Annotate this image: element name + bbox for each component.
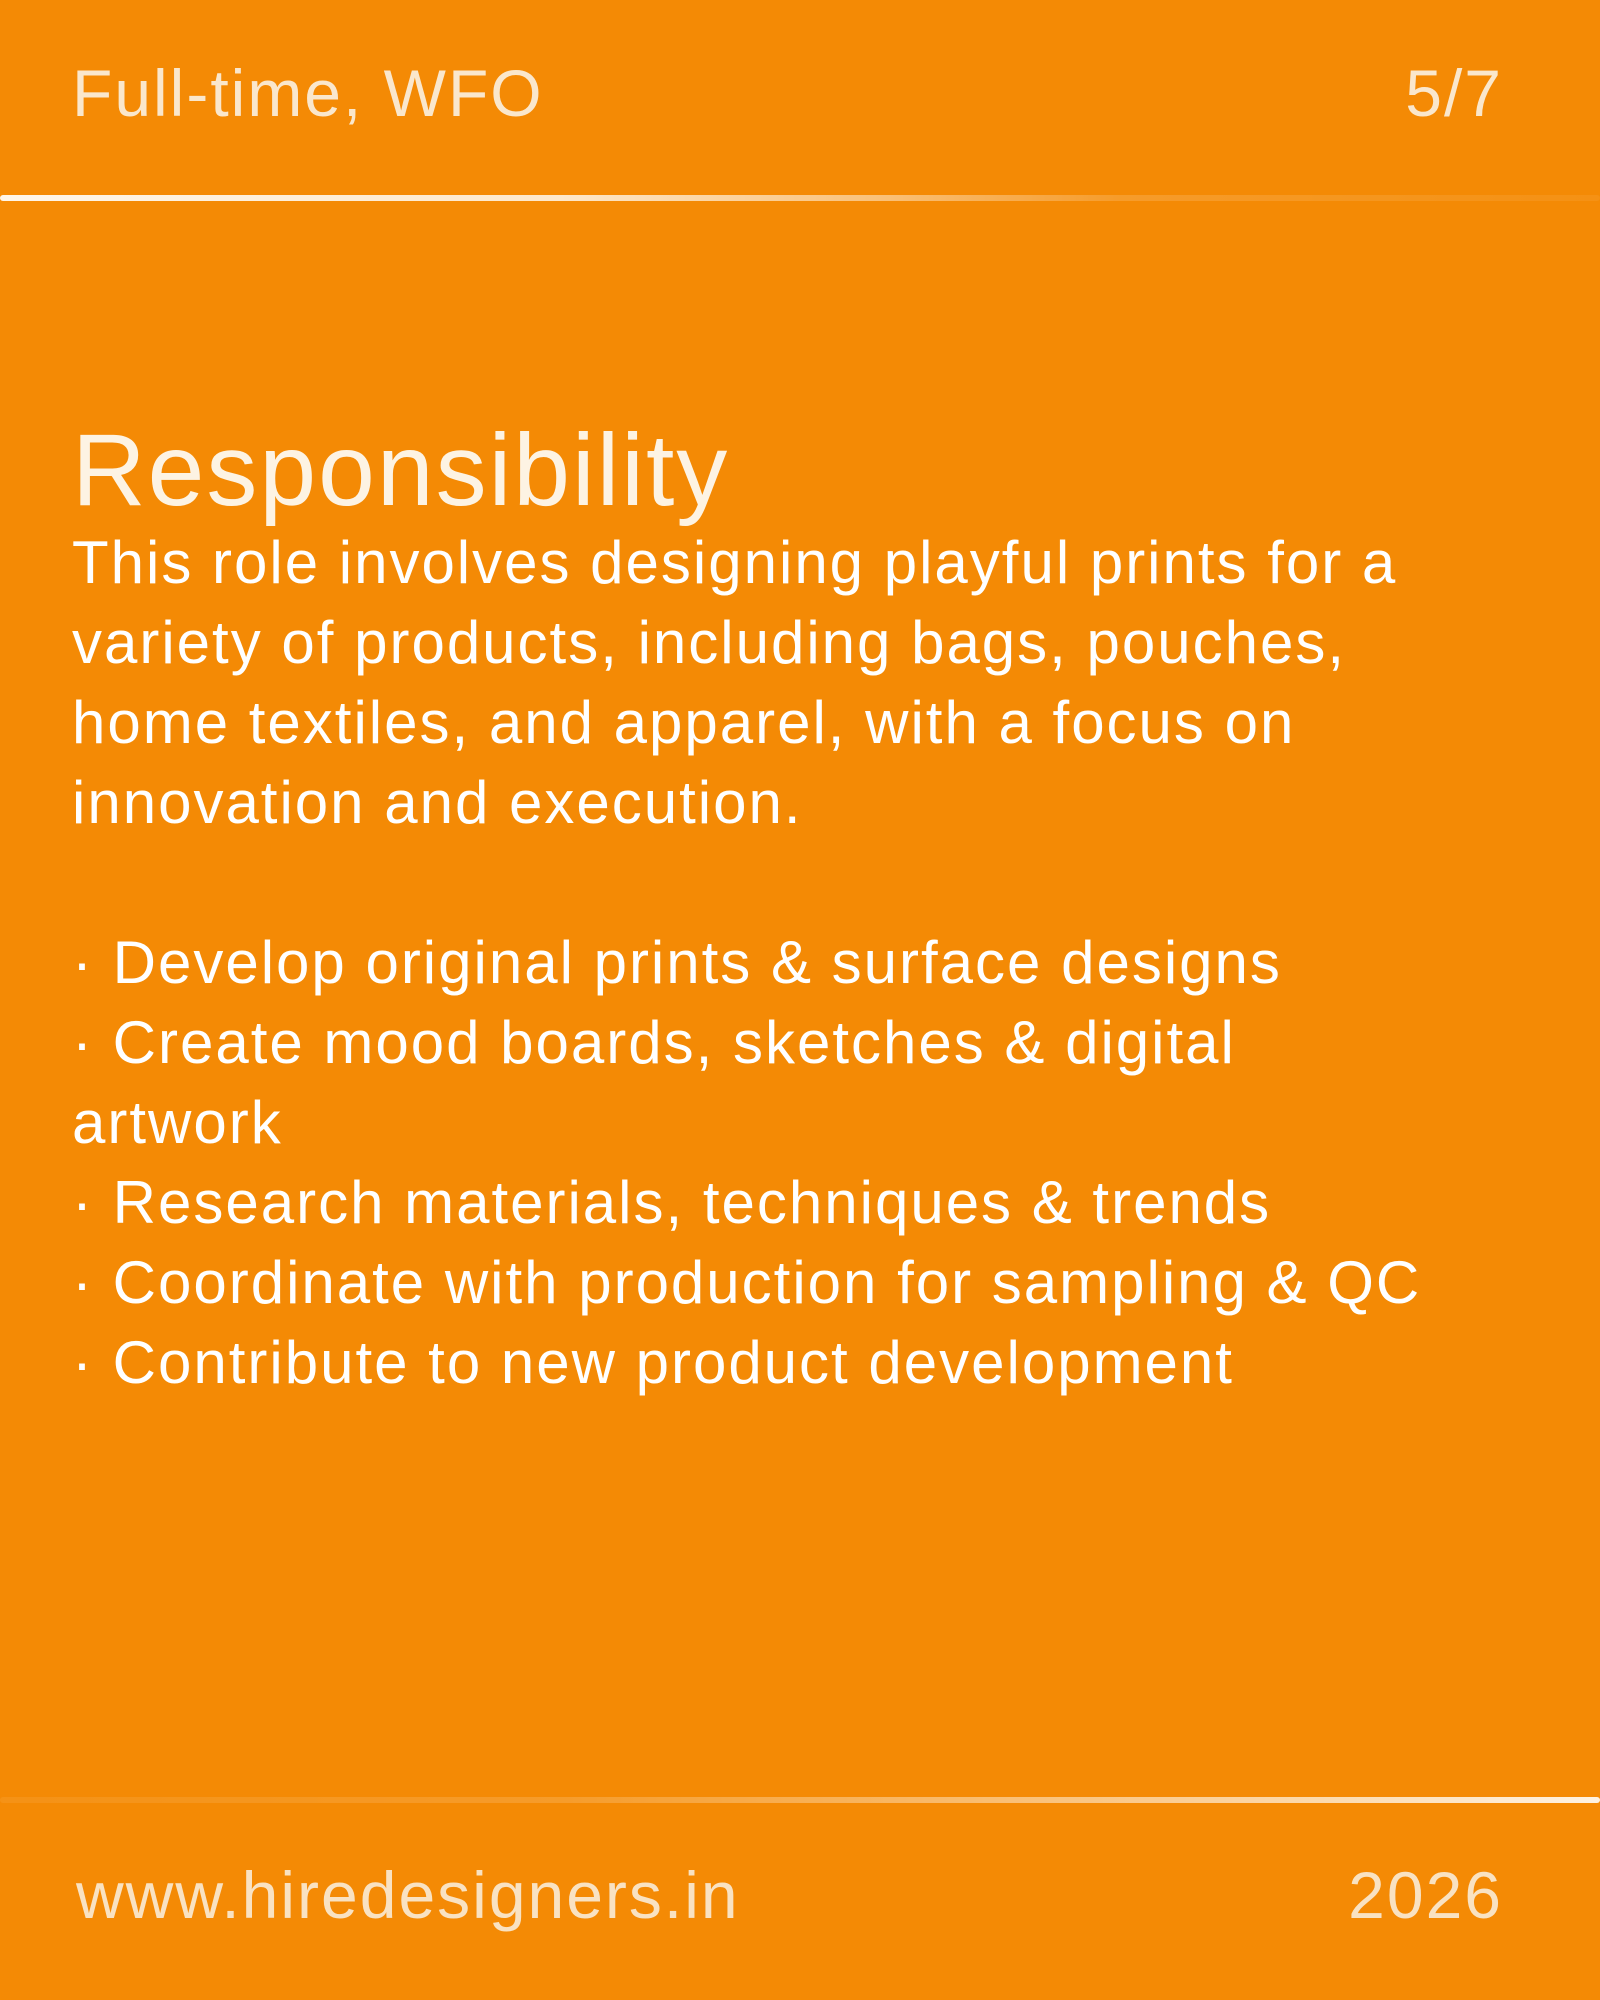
employment-type-label: Full-time, WFO [72,56,544,130]
website-url: www.hiredesigners.in [76,1858,740,1932]
paragraph-line: innovation and execution. [72,769,803,836]
page-title: Responsibility [72,413,730,528]
top-divider [0,195,1600,201]
body-text [72,523,1562,1403]
year-label: 2026 [1348,1858,1503,1932]
list-item-wrap: artwork [72,1089,283,1156]
list-item: · Research materials, techniques & trends [72,1169,1272,1236]
paragraph-gap [72,843,1562,923]
paragraph-line: variety of products, including bags, pouches, [72,609,1347,676]
list-item: · Coordinate with production for sampling & QC [72,1249,1422,1316]
paragraph-line: This role involves designing playful prints for a [72,529,1398,596]
top-bar [72,56,1503,130]
footer-bar [76,1858,1503,1932]
page-indicator: 5/7 [1405,56,1503,130]
bottom-divider [0,1797,1600,1803]
list-item: · Create mood boards, sketches & digital [72,1009,1236,1076]
list-item: · Develop original prints & surface designs [72,929,1282,996]
list-item: · Contribute to new product development [72,1329,1234,1396]
paragraph-line: home textiles, and apparel, with a focus on [72,689,1296,756]
